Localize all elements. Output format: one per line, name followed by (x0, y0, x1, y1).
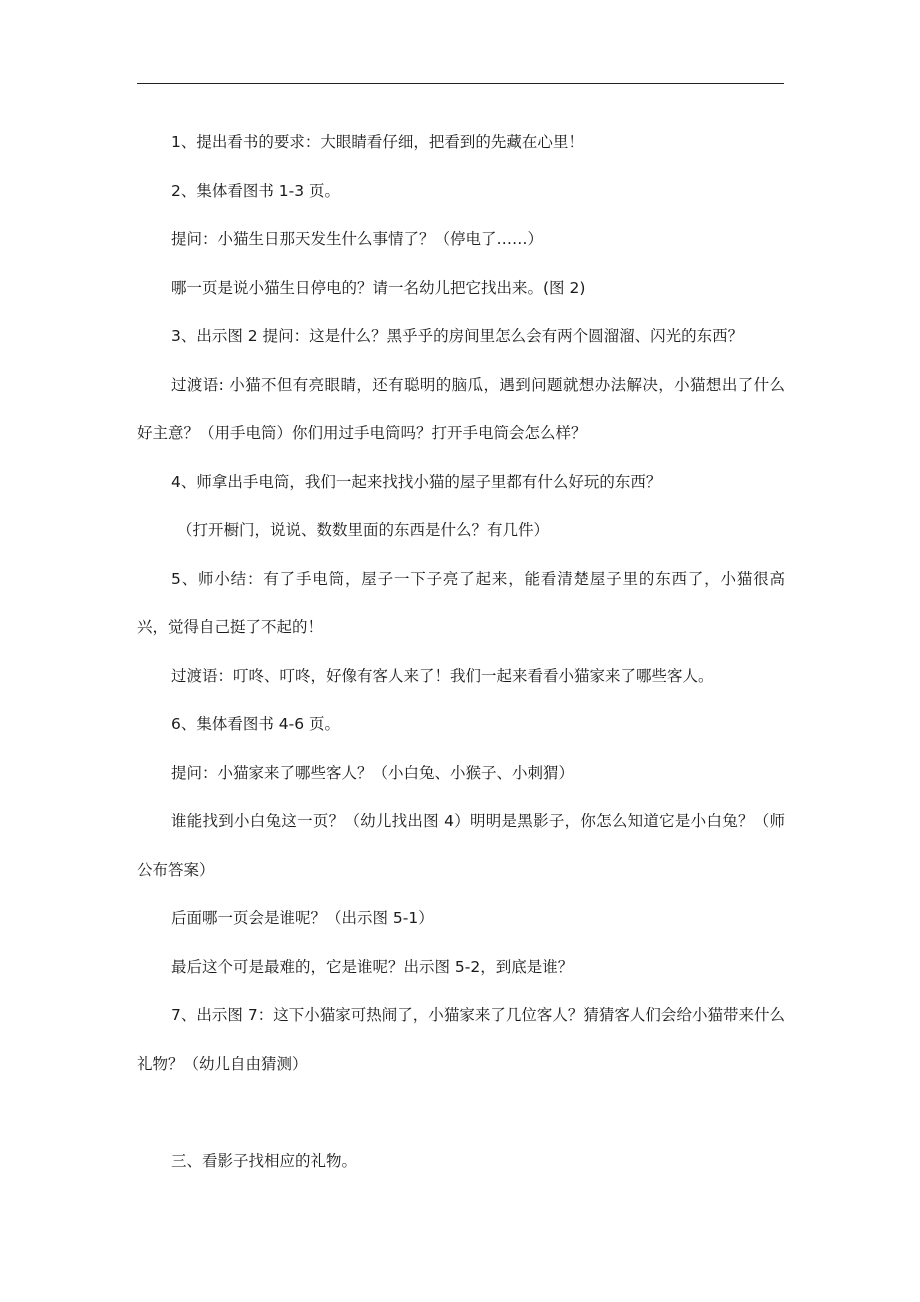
paragraph: 最后这个可是最难的，它是谁呢？出示图 5-2，到底是谁？ (171, 957, 574, 976)
paragraph: （打开橱门，说说、数数里面的东西是什么？有几件） (177, 521, 550, 539)
paragraph: 3、出示图 2 提问：这是什么？黑乎乎的房间里怎么会有两个圆溜溜、闪光的东西？ (171, 327, 744, 345)
paragraph: 哪一页是说小猫生日停电的？请一名幼儿把它找出来。(图 2) (171, 278, 586, 297)
paragraph: 4、师拿出手电筒，我们一起来找找小猫的屋子里都有什么好玩的东西？ (171, 472, 662, 491)
paragraph: 7、出示图 7：这下小猫家可热闹了，小猫家来了几位客人？猜猜客人们会给小猫带来什么礼物？（幼儿自由猜测） (137, 1006, 785, 1073)
header-rule (137, 83, 784, 84)
paragraph: 2、集体看图书 1-3 页。 (171, 181, 341, 200)
paragraph: 提问：小猫生日那天发生什么事情了？（停电了……） (171, 230, 544, 248)
section-heading: 三、看影子找相应的礼物。 (171, 1151, 358, 1170)
document-body (137, 118, 785, 1185)
paragraph: 1、提出看书的要求：大眼睛看仔细，把看到的先藏在心里！ (171, 133, 584, 151)
paragraph: 5、师小结：有了手电筒，屋子一下子亮了起来，能看清楚屋子里的东西了，小猫很高兴，觉得自己挺了不起的！ (137, 569, 785, 636)
paragraph: 过渡语: 小猫不但有亮眼睛，还有聪明的脑瓜，遇到问题就想办法解决，小猫想出了什么好主意？（用手电筒）你们用过手电筒吗？打开手电筒会怎么样？ (137, 375, 785, 442)
paragraph: 提问：小猫家来了哪些客人？（小白兔、小猴子、小刺猬） (171, 763, 575, 782)
paragraph: 过渡语：叮咚、叮咚，好像有客人来了！我们一起来看看小猫家来了哪些客人。 (171, 666, 714, 685)
paragraph: 谁能找到小白兔这一页？（幼儿找出图 4）明明是黑影子，你怎么知道它是小白兔？（师公布答案） (137, 812, 785, 879)
paragraph: 6、集体看图书 4-6 页。 (171, 715, 341, 733)
paragraph-gap (137, 1088, 785, 1137)
paragraph: 后面哪一页会是谁呢？（出示图 5-1） (171, 909, 434, 927)
